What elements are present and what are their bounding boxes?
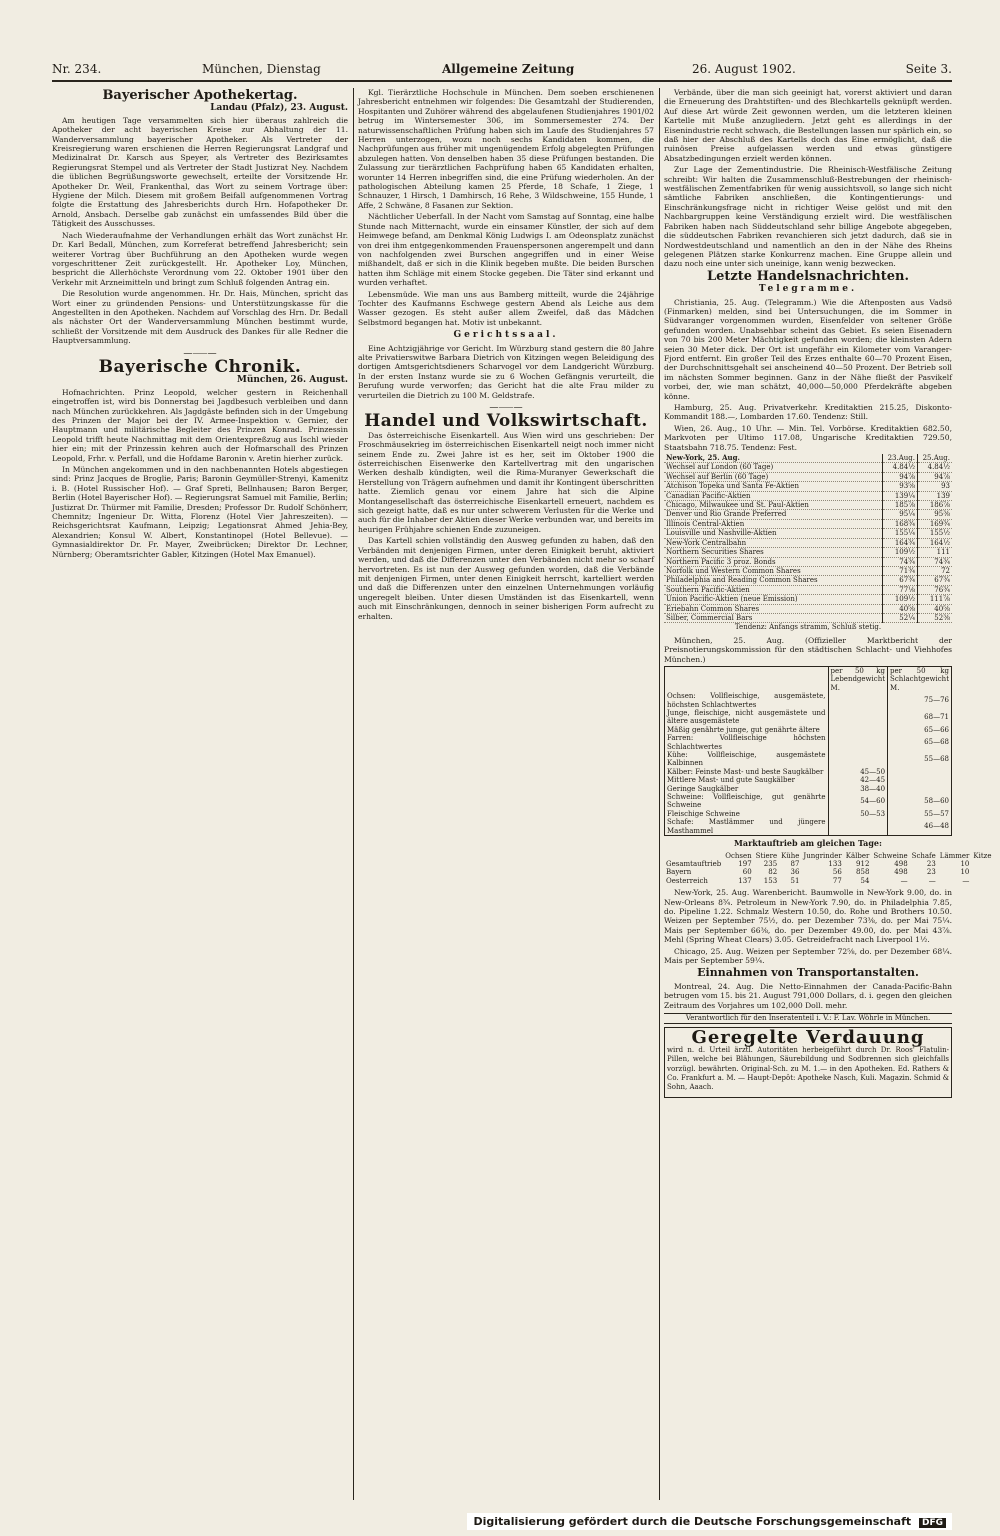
livestock-category: Fleischige Schweine: [665, 810, 829, 818]
price-value: [828, 734, 888, 751]
table-row: [664, 529, 952, 538]
table-row: [664, 510, 952, 519]
livestock-category: Schafe: Mastlämmer und jüngere Masthammel: [665, 818, 829, 835]
table-row: [665, 810, 952, 818]
count-value: 82: [768, 868, 778, 877]
table-row: [664, 501, 952, 510]
page-header: [52, 58, 952, 82]
tendenz: Tendenz: Anfangs stramm, Schluß stetig.: [734, 623, 882, 632]
article-paragraph: München, 25. Aug. (Offizieller Marktbericht der Preisnotierungskommission für den städtischen Schlacht- und Viehhofes München.): [664, 635, 952, 664]
count-value: 51: [790, 876, 800, 885]
table-title: New-York, 25. Aug.: [664, 454, 883, 463]
price-value: 4.84½: [918, 463, 953, 472]
price-value: 54—60: [828, 793, 888, 810]
livestock-category: Kühe: Vollfleischige, ausgemästete Kalbinnen: [665, 751, 829, 768]
table-row: [665, 751, 952, 768]
price-value: 95⅜: [918, 510, 953, 519]
column-header: [665, 666, 829, 692]
price-value: 67¾: [918, 576, 953, 585]
price-value: 95¼: [883, 510, 918, 519]
article-paragraph: Hamburg, 25. Aug. Privatverkehr. Kreditaktien 215.25, Diskonto-Kommandit 188.—, Lombarden 17.60. Tendenz: Still.: [664, 403, 952, 422]
count-value: Gesamtauftrieb: [666, 859, 722, 868]
count-value: 197: [738, 859, 752, 868]
table-row: [664, 860, 994, 868]
table-header-row: [664, 852, 994, 860]
count-value: —: [962, 876, 970, 885]
table-row: [664, 557, 952, 566]
table-row: [664, 472, 952, 481]
table-row: [664, 519, 952, 528]
count-value: 36: [790, 868, 800, 877]
price-value: 109½: [883, 595, 918, 604]
price-value: 139: [918, 491, 953, 500]
article-paragraph: Das österreichische Eisenkartell. Aus Wien wird uns geschrieben: Der Froschmäusekrieg im österreichischen Eisenkartell neigt noch immer nicht seinem Ende zu. Zwei Jahre ist es her, seit im Oktober 1900 die österreichischen Eisenwerke den Kartellvertrag mit den ungarischen Werken deshalb kündigten, weil die Rima-Muranyer Gewerkschaft die Herstellung von Trägern aufnehmen und damit ihr Kontingent überschritten hatte. Ziemlich genau vor einem Jahre hat sich die Alpine Montangesellschaft das österreichische Eisenkartell erneuert, nachdem es sich gezeigt hatte, daß es nur unter schwerem Verlusten für die Werke und auch für die Inhaber der Aktien dieser Werke verbunden war, und bereits im heurigen Frühjahre schienen Ende zuzuneigen.: [358, 430, 654, 534]
ad-title: Geregelte Verdauung: [691, 1027, 925, 1049]
table-row: [664, 585, 952, 594]
price-value: 111⅞: [918, 595, 953, 604]
stock-name: Louisville und Nashville-Aktien: [664, 529, 883, 538]
table-row: [664, 566, 952, 575]
count-value: [971, 868, 993, 876]
table-row: [664, 613, 952, 622]
count-value: —: [900, 876, 908, 885]
article-paragraph: Am heutigen Tage versammelten sich hier überaus zahlreich die Apotheker der acht bayerischen Kreise zur Abhaltung der 11. Wanderversammlung bayerischer Apotheker. Als Vertreter der Kreisregierung waren erschienen die Herren Regierungsrat Landgraf und Medizinalrat Dr. Karsch aus Speyer, als Vertreter des Bezirksamtes Regierungsrat Stempel und als Vertreter der Stadt Justizrat Ney. Nachdem die üblichen Begrüßungsworte gewechselt, erteilte der Vorsitzende Hr. Apotheker Dr. Weil, Frankenthal, das Wort zu seinem Vortrage über: Hygiene der Milch. Diesem mit großem Beifall aufgenommenen Vortrag folgte die Erstattung des Jahresberichts durch Hrn. Hofapotheker Dr. Arnold, Ansbach. Derselbe gab zunächst ein umfassendes Bild über die Tätigkeit des Ausschusses.: [52, 115, 348, 229]
price-value: [828, 751, 888, 768]
heading-telegramme: Telegramme.: [758, 284, 858, 295]
heading-chronik: Bayerische Chronik.: [98, 356, 302, 377]
column-header: Schweine: [873, 851, 908, 860]
count-value: 54: [860, 876, 870, 885]
price-value: 75—76: [888, 692, 952, 709]
price-value: 139¼: [883, 491, 918, 500]
count-value: 23: [926, 868, 936, 877]
heading-handel: Handel und Volkswirtschaft.: [364, 411, 648, 432]
count-value: 23: [926, 859, 936, 868]
column-rule: [659, 88, 660, 1500]
article-paragraph: Nächtlicher Ueberfall. In der Nacht vom Samstag auf Sonntag, eine halbe Stunde nach Mitternacht, wurde ein einsamer Künstler, der sich auf dem Heimwege befand, am Denkmal König Ludwigs I. am Odeonsplatz zunächst von drei ihm entgegenkommenden Frauenspersonen angerempelt und dann von nachfolgenden zwei Burschen angegriffen und in einer Weise mißhandelt, daß er sich in die Klinik begeben mußte. Die beiden Burschen hatten ihm Schläge mit einem Stocke gegeben. Die Täter sind erkannt und wurden verhaftet.: [358, 212, 654, 288]
price-value: 169¾: [918, 519, 953, 528]
price-value: 40⅝: [883, 604, 918, 613]
table-row: [664, 463, 952, 472]
column-header: Stiere: [755, 851, 778, 860]
price-value: 71¾: [883, 566, 918, 575]
column-header: Jungrinder: [803, 851, 842, 860]
count-value: Oesterreich: [666, 876, 708, 885]
stock-name: Chicago, Milwaukee und St. Paul-Aktien: [664, 501, 883, 510]
count-value: 498: [894, 859, 908, 868]
issue-number: Nr. 234.: [52, 62, 102, 76]
column-1: [52, 88, 348, 1498]
count-value: [971, 877, 993, 885]
column-rule: [353, 88, 354, 1500]
price-value: 67¾: [883, 576, 918, 585]
advertisement: [664, 1027, 952, 1097]
article-paragraph: Die Resolution wurde angenommen. Hr. Dr. Hais, München, spricht das Wort einer zu gründenden Pensions- und Unterstützungskasse für die Angestellten in den Apotheken. Nachdem auf Vorschlag des Hrn. Dr. Bedall als nächster Ort der Wanderversammlung München bestimmt wurde, schließt der Vorsitzende mit dem Ausdruck des Dankes für alle Redner die Hauptversammlung.: [52, 289, 348, 346]
table-row: [664, 604, 952, 613]
apotheker-dateline: Landau (Pfalz), 23. August.: [210, 103, 348, 114]
table-row: [665, 776, 952, 784]
column-header: Ochsen: [725, 851, 752, 860]
table-row: [664, 877, 994, 885]
price-value: 68—71: [888, 709, 952, 726]
livestock-category: Mittlere Mast- und gute Saugkälber: [665, 776, 829, 784]
livestock-category: Farren: Vollfleischige höchsten Schlachtwertes: [665, 734, 829, 751]
table-row: [665, 818, 952, 835]
dfg-logo: DFG: [919, 1518, 946, 1528]
stock-name: Atchison Topeka und Santa Fe-Aktien: [664, 482, 883, 491]
table-row: [664, 868, 994, 876]
price-value: 52⅜: [918, 613, 953, 622]
table-row: [665, 734, 952, 751]
article-paragraph: Kgl. Tierärztliche Hochschule in München. Dem soeben erschienenen Jahresbericht entnehmen wir folgendes: Die Gesamtzahl der Studierenden, Hospitanten und Zuhörer während des abgelaufenen Studienjahres 1901/02 betrug im Wintersemester 306, im Sommersemester 274. Der naturwissenschaftlichen Prüfung haben sich im Laufe des Studienjahres 57 Herren unterzogen, wozu noch sechs Kandidaten kommen, die Nachprüfungen aus früher mit ungenügendem Erfolg abgelegten Prüfungen abzulegen hatten. Von denselben haben 35 diese Prüfungen bestanden. Die Zulassung zur tierärztlichen Fachprüfung haben 65 Kandidaten erhalten, worunter 14 Herren inbegriffen sind, die eine Prüfung wiederholen. An der pathologischen Abteilung kamen 25 Pferde, 18 Schafe, 1 Ziege, 1 Schnauzer, 1 Hirsch, 1 Damhirsch, 16 Rehe, 3 Wildschweine, 155 Hunde, 1 Affe, 2 Schwäne, 8 Fasanen zur Sektion.: [358, 88, 654, 210]
count-value: 858: [856, 868, 870, 877]
stock-name: Denver und Rio Grande Preferred: [664, 510, 883, 519]
column-header: per 50 kg Lebendgewicht M.: [828, 666, 888, 692]
stock-name: Union Pacific-Aktien (neue Emission): [664, 595, 883, 604]
stock-name: Canadian Pacific-Aktien: [664, 491, 883, 500]
price-value: 164½: [918, 538, 953, 547]
count-value: 10: [960, 859, 970, 868]
article-paragraph: Nach Wiederaufnahme der Verhandlungen erhält das Wort zunächst Hr. Dr. Karl Bedall, München, zum Korreferat betreffend Jahresbericht; sein weiterer Vortrag über Buchführung an den Apotheken wurde wegen vorgeschrittener Zeit zurückgestellt. Hr. Apotheker Loy, München, bespricht die Allerhöchste Verordnung vom 22. Oktober 1901 über den Verkehr mit Arzneimitteln und bringt zum Schluß folgenden Antrag ein.: [52, 230, 348, 287]
newyork-bourse-table: [664, 454, 952, 623]
price-value: 76¾: [918, 585, 953, 594]
count-value: 498: [894, 868, 908, 877]
price-value: 109½: [883, 548, 918, 557]
price-value: 77⅛: [883, 585, 918, 594]
page-number: Seite 3.: [905, 62, 952, 76]
stock-name: Norfolk und Western Common Shares: [664, 566, 883, 575]
table-row: [665, 709, 952, 726]
column-header: [664, 852, 723, 860]
table-row: [665, 692, 952, 709]
table-row: [664, 491, 952, 500]
price-value: 186⅞: [918, 501, 953, 510]
price-value: 168¾: [883, 519, 918, 528]
column-header: Kitze: [973, 851, 992, 860]
article-paragraph: Wien, 26. Aug., 10 Uhr. — Min. Tel. Vorbörse. Kreditaktien 682.50, Markvoten per Ultimo 117.08, Ungarische Kreditaktien 729.50, Staatsbahn 718.75. Tendenz: Fest.: [664, 423, 952, 452]
price-value: 94⅞: [883, 472, 918, 481]
table-row: [665, 768, 952, 776]
article-paragraph: Christiania, 25. Aug. (Telegramm.) Wie die Aftenposten aus Vadsö (Finmarken) melden, sind bei Untersuchungen, die im Sommer in Südvaranger vorgenommen wurden, Eisenfelder von seltener Größe gefunden worden. Unabsehbar scheint das Gebiet. Es seien Eisenadern von 70 bis 200 Meter Mächtigkeit gefunden worden; die kleinsten Adern seien 30 Meter dick. Der Ort ist ungefähr ein Kilometer vom Varanger-Fjord entfernt. Ein großer Teil des Erzes enthalte 60—70 Prozent Eisen, der Durchschnittsgehalt sei anscheinend 40—50 Prozent. Der Betrieb soll im nächsten Sommer beginnen. Ganz in der Nähe fließt der Pasvikelf vorbei, der, wie man schätzt, 40,000—50,000 Pferdekräfte abgeben könne.: [664, 297, 952, 401]
price-value: [828, 818, 888, 835]
column-2: [358, 88, 654, 1498]
price-value: 38—40: [828, 785, 888, 793]
price-value: 65—66: [888, 726, 952, 734]
verantwortlich-line: Verantwortlich für den Inseratenteil i. V.: F. Lav. Wöhrle in München.: [664, 1013, 952, 1024]
issue-date: 26. August 1902.: [692, 62, 796, 76]
stock-name: Silber, Commercial Bars: [664, 613, 883, 622]
count-value: 60: [742, 868, 752, 877]
table-row: [664, 576, 952, 585]
count-value: 10: [960, 868, 970, 877]
heading-apothekertag: Bayerischer Apothekertag.: [102, 88, 298, 103]
column-header: 25.Aug.: [918, 454, 953, 463]
price-value: 58—60: [888, 793, 952, 810]
article-paragraph: Montreal, 24. Aug. Die Netto-Einnahmen der Canada-Pacific-Bahn betrugen vom 15. bis 21. August 791,000 Dollars, d. i. gegen den gleichen Zeitraum des Vorjahres um 102,000 Doll. mehr.: [664, 981, 952, 1010]
chronik-dateline: München, 26. August.: [236, 375, 348, 386]
auftrieb-title: Marktauftrieb am gleichen Tage:: [734, 838, 882, 849]
column-header: Kälber: [845, 851, 870, 860]
table-row: [664, 538, 952, 547]
place-day: München, Dienstag: [202, 62, 321, 76]
article-paragraph: In München angekommen und in den nachbenannten Hotels abgestiegen sind: Prinz Jacques de Broglie, Paris; Baronin Geymüller-Strenyi, Kamenitz i. B. (Hotel Russischer Hof). — Graf Spreti, Bellnhausen; Baron Berger, Berlin (Hotel Bayerischer Hof). — Regierungsrat Samuel mit Familie, Berlin; Justizrat Dr. Thürmer mit Familie, Dresden; Professor Dr. Rudolf Schönherr, Chemnitz; Ingenieur Dr. Witta, Florenz (Hotel Vier Jahreszeiten). — Reichsgerichtsrat Kaufmann, Leipzig; Legationsrat Ahmed Jehia-Bey, Alexandrien; Konsul W. Albert, Konstantinopel (Hotel Bellevue). — Gymnasialdirektor Dr. Fr. Mayer, Zweibrücken; Direktor Dr. Lechner, Nürnberg; Oberamtsrichter Gabler, Kitzingen (Hotel Max Emanuel).: [52, 465, 348, 559]
section-separator: —⸺—: [183, 348, 217, 359]
stock-name: New-York Centralbahn: [664, 538, 883, 547]
article-paragraph: Hofnachrichten. Prinz Leopold, welcher gestern in Reichenhall eingetroffen ist, wird bis Donnerstag bei Jagdbesuch verbleiben und dann nach München zurückkehren. Als Jagdgäste befinden sich in der Umgebung des Prinzen der Major bei der IV. Armee-Inspektion v. Gernier, der Hauptmann und militärische Begleiter des Prinzen Konrad. Prinzessin Leopold trifft heute Nachmittag mit dem Orientexpreßzug aus Ischl wieder hier ein; mit der Prinzessin kehren auch der Hofmarschall des Prinzen Leopold, Frhr. v. Perfall, und die Hofdame Baronin v. Aretin hierher zurück.: [52, 387, 348, 463]
stock-name: Northern Pacific 3 proz. Bonds: [664, 557, 883, 566]
stock-name: Illinois Central-Aktien: [664, 519, 883, 528]
column-header: Lämmer: [939, 851, 970, 860]
price-value: 46—48: [888, 818, 952, 835]
article-paragraph: Das Kartell schien vollständig den Ausweg gefunden zu haben, daß den Verbänden mit denjenigen Firmen, unter deren Einigkeit beruht, aktiviert werden, und daß die Differenzen unter den Verbänden nicht mehr so scharf hervortreten. Es ist nun der Ausweg gefunden worden, daß die Verbände mit denjenigen Firmen, unter denen Einigkeit herrscht, kartelliert werden und daß die Differenzen unter den einzelnen Unternehmungen vorläufig ungeregelt bleiben. Unter diesen Umständen ist das Eisenkartell, wenn auch mit Einschränkungen, dennoch in seiner bisherigen Form aufrecht zu erhalten.: [358, 536, 654, 621]
ad-text: wird n. d. Urteil ärztl. Autoritäten herbeigeführt durch Dr. Roos' Flatulin-Pillen, welche bei Blähungen, Säurebildung und Sodbrennen sich gleichfalls vorzügl. bewährten. Original-Sch. zu M. 1.— in den Apotheken. Ed. Rathers & Co. Frankfurt a. M. — Haupt-Depôt: Apotheke Nasch, Kuli. Magazin. Schmid & Sohn, Aaach.: [667, 1045, 949, 1092]
auftrieb-table: [664, 852, 994, 886]
heading-letzte-handelsnachrichten: Letzte Handelsnachrichten.: [706, 268, 910, 284]
count-value: 56: [832, 868, 842, 877]
article-paragraph: Chicago, 25. Aug. Weizen per September 72⅝, do. per Dezember 68¼. Mais per September 59¼.: [664, 946, 952, 965]
price-value: 93: [918, 482, 953, 491]
footer-text: Digitalisierung gefördert durch die Deutsche Forschungsgemeinschaft: [473, 1515, 912, 1528]
livestock-category: Geringe Saugkälber: [665, 785, 829, 793]
price-value: 55—57: [888, 810, 952, 818]
column-header: Kühe: [781, 851, 800, 860]
livestock-category: Schweine: Vollfleischige, gut genährte Schweine: [665, 793, 829, 810]
article-paragraph: Zur Lage der Zementindustrie. Die Rheinisch-Westfälische Zeitung schreibt: Wir halten die Zusammenschluß-Bestrebungen der rheinisch-westfälischen Zementfabriken für wenig aussichtsvoll, so lange sich nicht sämtliche Fabriken anschließen, die Kontingentierungs- und Einschränkungsfrage nicht in richtiger Weise gelöst und mit den Nachbargruppen keine Verständigung erzielt wird. Die westfälischen Fabriken haben nach Süddeutschland sehr billige Angebote abgegeben, die süddeutschen Fabriken revanchieren sich jetzt dadurch, daß sie in Nordwestdeutschland und namentlich an den in der Nähe des Rheins gelegenen Plätzen starke Konkurrenz machen. Eine Gruppe allein und dazu noch eine unter sich uneinige, kann wenig bezwecken.: [664, 165, 952, 269]
stock-name: Southern Pacific-Aktien: [664, 585, 883, 594]
price-value: 65—68: [888, 734, 952, 751]
table-row: [664, 595, 952, 604]
price-value: [828, 692, 888, 709]
price-value: 42—45: [828, 776, 888, 784]
market-report-table: [664, 666, 952, 836]
table-row: [664, 482, 952, 491]
newspaper-page: [52, 58, 992, 1508]
price-value: [888, 776, 952, 784]
price-value: [828, 726, 888, 734]
count-value: 153: [763, 876, 778, 885]
article-paragraph: Lebensmüde. Wie man uns aus Bamberg mitteilt, wurde die 24jährige Tochter des Kaufmanns Eschwege gestern Abend als Leiche aus dem Wasser gezogen. Es steht außer allem Zweifel, daß das Mädchen Selbstmord begangen hat. Motiv ist unbekannt.: [358, 289, 654, 327]
price-value: 93⅝: [883, 482, 918, 491]
table-row: [665, 785, 952, 793]
count-value: 77: [832, 876, 842, 885]
price-value: 40⅝: [918, 604, 953, 613]
price-value: 50—53: [828, 810, 888, 818]
livestock-category: Kälber: Feinste Mast- und beste Saugkälber: [665, 768, 829, 776]
count-value: Bayern: [666, 868, 692, 877]
price-value: 74¾: [918, 557, 953, 566]
count-value: 235: [763, 859, 778, 868]
livestock-category: Mäßig genährte junge, gut genährte ältere: [665, 726, 829, 734]
price-value: 94⅞: [918, 472, 953, 481]
stock-name: Wechsel auf London (60 Tage): [664, 463, 883, 472]
price-value: [888, 768, 952, 776]
price-value: 111: [918, 548, 953, 557]
livestock-category: Junge, fleischige, nicht ausgemästete und ältere ausgemästete: [665, 709, 829, 726]
count-value: 137: [738, 876, 752, 885]
section-separator: —⸺—: [489, 403, 523, 413]
article-paragraph: Verbände, über die man sich geeinigt hat, vorerst aktiviert und daran die Erneuerung des Drahtstiften- und des Blechkartells geknüpft werden. Auf diese Art würde Zeit gewonnen werden, um die letzteren kleinen Kartelle mit Muße anzugliedern. Jetzt geht es allerdings in der Eisenindustrie recht schwach, die Bestellungen lassen nur spärlich ein, so daß hier der Abschluß des Kartells doch das Eine ermöglicht, daß die ruinösen Preise aufgelassen werden und etwas günstigere Absatzbedingungen erzielt werden können.: [664, 88, 952, 163]
heading-gerichtssaal: Gerichtssaal.: [453, 330, 559, 341]
price-value: [888, 785, 952, 793]
price-value: [828, 709, 888, 726]
column-header: 23.Aug.: [883, 454, 918, 463]
price-value: 74¾: [883, 557, 918, 566]
price-value: 164¾: [883, 538, 918, 547]
count-value: 912: [856, 859, 870, 868]
stock-name: Philadelphia and Reading Common Shares: [664, 576, 883, 585]
price-value: 185⅞: [883, 501, 918, 510]
stock-name: Northern Securities Shares: [664, 548, 883, 557]
price-value: 55—68: [888, 751, 952, 768]
column-header: Schafe: [911, 851, 936, 860]
table-row: [665, 726, 952, 734]
price-value: 52¼: [883, 613, 918, 622]
table-row: [665, 793, 952, 810]
count-value: 87: [790, 859, 800, 868]
column-header: per 50 kg Schlachtgewicht M.: [888, 666, 952, 692]
price-value: 155¼: [883, 529, 918, 538]
price-value: 155½: [918, 529, 953, 538]
price-value: 45—50: [828, 768, 888, 776]
stock-name: Eriebahn Common Shares: [664, 604, 883, 613]
heading-einnahmen: Einnahmen von Transportanstalten.: [697, 966, 919, 980]
count-value: —: [928, 876, 936, 885]
price-value: 72: [918, 566, 953, 575]
digitization-footer: [467, 1513, 952, 1530]
stock-name: Wechsel auf Berlin (60 Tage): [664, 472, 883, 481]
column-3: [664, 88, 992, 1498]
livestock-category: Ochsen: Vollfleischige, ausgemästete, höchsten Schlachtwertes: [665, 692, 829, 709]
article-paragraph: New-York, 25. Aug. Warenbericht. Baumwolle in New-York 9.00, do. in New-Orleans 8¾. Petroleum in New-York 7.90, do. in Philadelphia 7.85, do. Pipeline 1.22. Schmalz Western 10.50, do. Rohe und Brothers 10.50. Weizen per September 75½, do. per Dezember 73⅜, do. per Mai 75¼. Mais per September 66⅜, do. per Dezember 49.00, do. per Mai 43⅞. Mehl (Spring Wheat Clears) 3.05. Getreidefracht nach Liverpool 1½.: [664, 888, 952, 945]
count-value: [971, 860, 993, 868]
newspaper-title: Allgemeine Zeitung: [442, 62, 575, 76]
article-paragraph: Eine Achtzigjährige vor Gericht. Im Würzburg stand gestern die 80 Jahre alte Privatierswitwe Barbara Dietrich von Kitzingen wegen Beleidigung des dortigen Amtsgerichtsdieners Scharvogel vor dem Landgericht Würzburg. In der ersten Instanz wurde sie zu 6 Wochen Gefängnis verurteilt, die Berufung wurde verworfen; das Gericht hat die alte Frau milder zu verurteilen die Dietrich zu 100 M. Geldstrafe.: [358, 343, 654, 400]
table-row: [664, 548, 952, 557]
count-value: 133: [828, 859, 842, 868]
price-value: 4.84½: [883, 463, 918, 472]
